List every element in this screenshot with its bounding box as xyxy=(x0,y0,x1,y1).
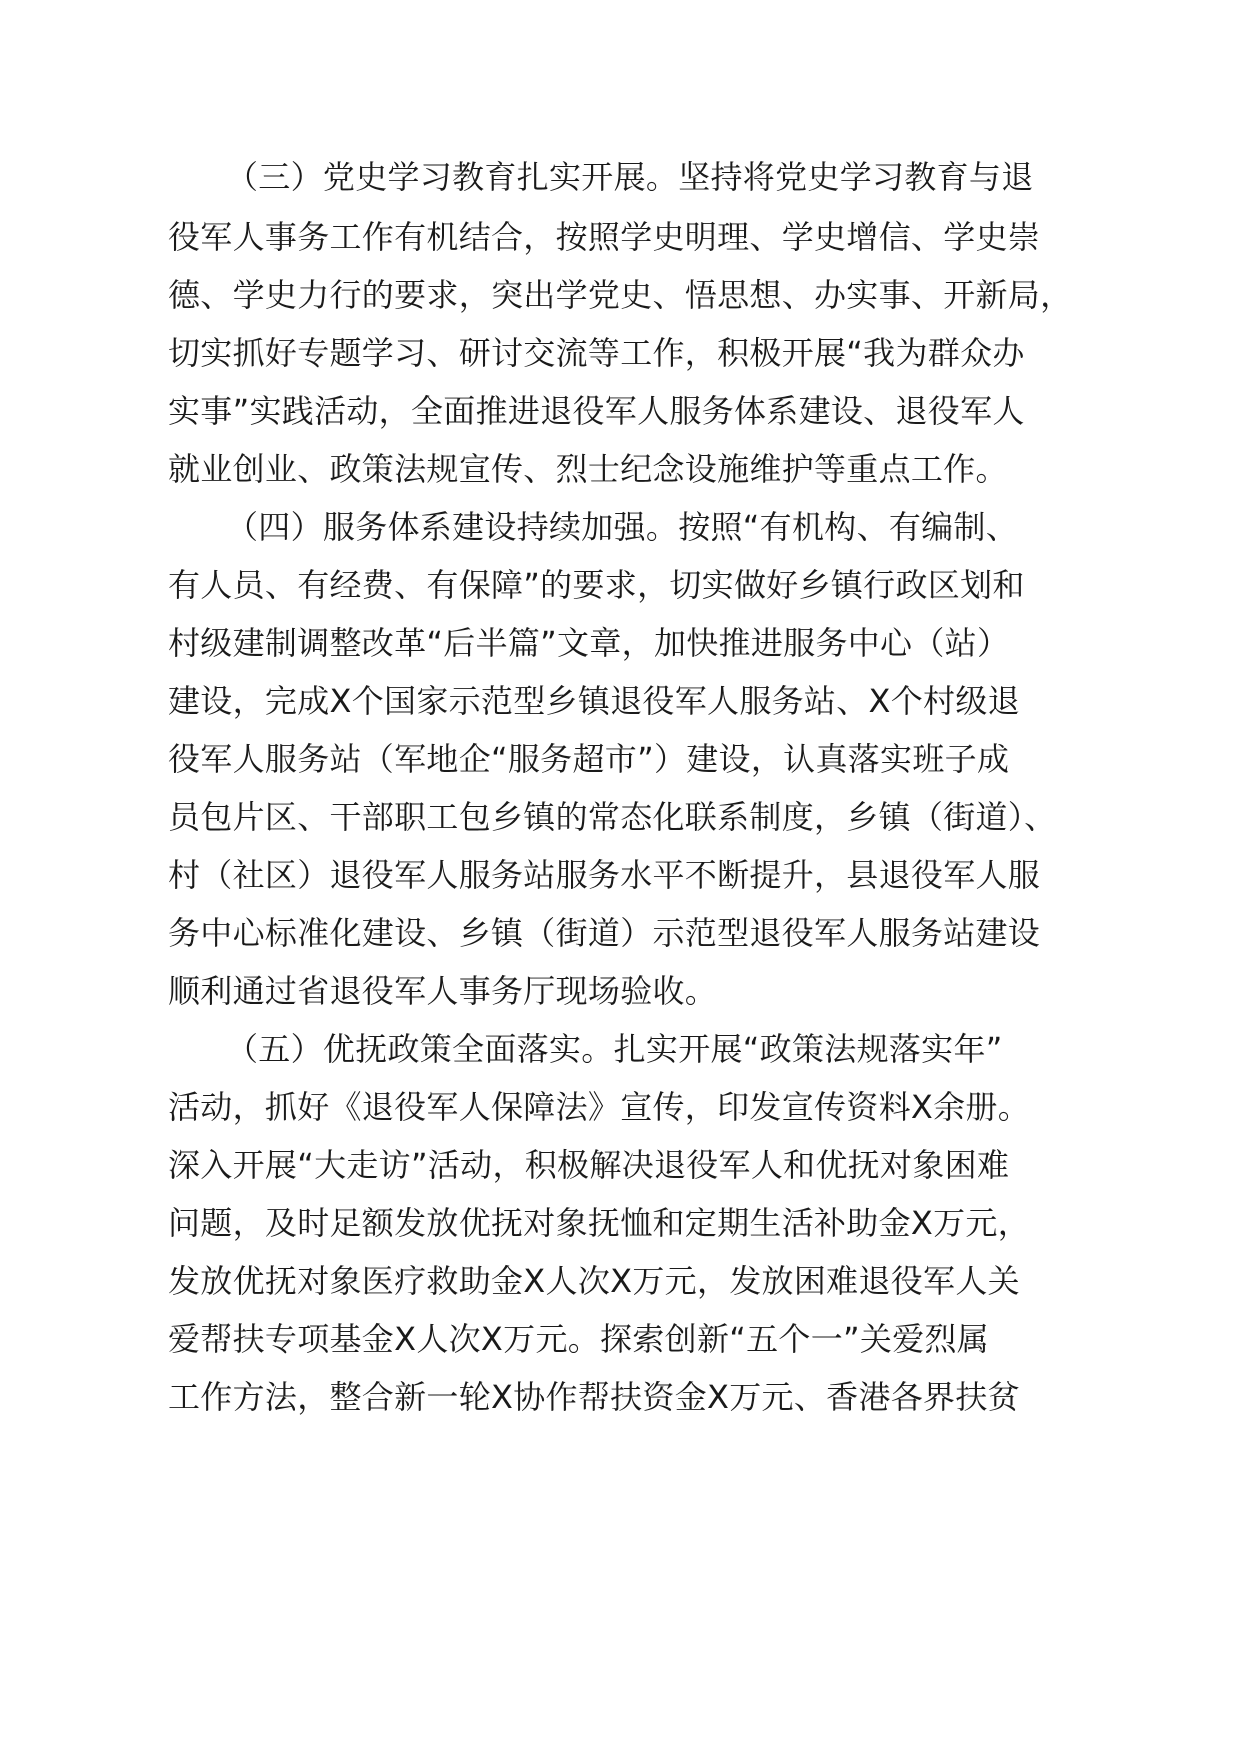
paragraph-4-line-6: 员包片区、干部职工包乡镇的常态化联系制度，乡镇（街道）、 xyxy=(168,798,1057,836)
paragraph-5-line-5: 发放优抚对象医疗救助金X人次X万元，发放困难退役军人关 xyxy=(168,1262,1020,1300)
paragraph-4-line-7: 村（社区）退役军人服务站服务水平不断提升，县退役军人服 xyxy=(168,856,1041,894)
paragraph-3-line-4: 切实抓好专题学习、研讨交流等工作，积极开展“我为群众办 xyxy=(168,334,1025,372)
paragraph-3-line-5: 实事”实践活动，全面推进退役军人服务体系建设、退役军人 xyxy=(168,392,1025,430)
paragraph-3-line-3: 德、学史力行的要求，突出学党史、悟思想、办实事、开新局， xyxy=(168,276,1073,314)
paragraph-4-line-2: 有人员、有经费、有保障”的要求，切实做好乡镇行政区划和 xyxy=(168,566,1025,604)
paragraph-5-line-4: 问题，及时足额发放优抚对象抚恤和定期生活补助金X万元， xyxy=(168,1204,1031,1242)
paragraph-4-line-9: 顺利通过省退役军人事务厅现场验收。 xyxy=(168,972,718,1010)
paragraph-4-line-1: （四）服务体系建设持续加强。按照“有机构、有编制、 xyxy=(226,508,1019,546)
paragraph-3-line-1: （三）党史学习教育扎实开展。坚持将党史学习教育与退 xyxy=(226,158,1034,196)
paragraph-5-line-2: 活动，抓好《退役军人保障法》宣传，印发宣传资料X余册。 xyxy=(168,1088,1031,1126)
paragraph-4-line-3: 村级建制调整改革“后半篇”文章，加快推进服务中心（站） xyxy=(168,624,1010,662)
paragraph-5-line-7: 工作方法，整合新一轮X协作帮扶资金X万元、香港各界扶贫 xyxy=(168,1378,1020,1416)
paragraph-4-line-5: 役军人服务站（军地企“服务超市”）建设，认真落实班子成 xyxy=(168,740,1010,778)
paragraph-5-line-6: 爱帮扶专项基金X人次X万元。探索创新“五个一”关爱烈属 xyxy=(168,1320,990,1358)
paragraph-4-line-4: 建设，完成X个国家示范型乡镇退役军人服务站、X个村级退 xyxy=(168,682,1020,720)
paragraph-3-line-2: 役军人事务工作有机结合，按照学史明理、学史增信、学史崇 xyxy=(168,218,1041,256)
paragraph-3-line-6: 就业创业、政策法规宣传、烈士纪念设施维护等重点工作。 xyxy=(168,450,1008,488)
paragraph-4-line-8: 务中心标准化建设、乡镇（街道）示范型退役军人服务站建设 xyxy=(168,914,1041,952)
paragraph-5-line-1: （五）优抚政策全面落实。扎实开展“政策法规落实年” xyxy=(226,1030,1003,1068)
paragraph-5-line-3: 深入开展“大走访”活动，积极解决退役军人和优抚对象困难 xyxy=(168,1146,1010,1184)
